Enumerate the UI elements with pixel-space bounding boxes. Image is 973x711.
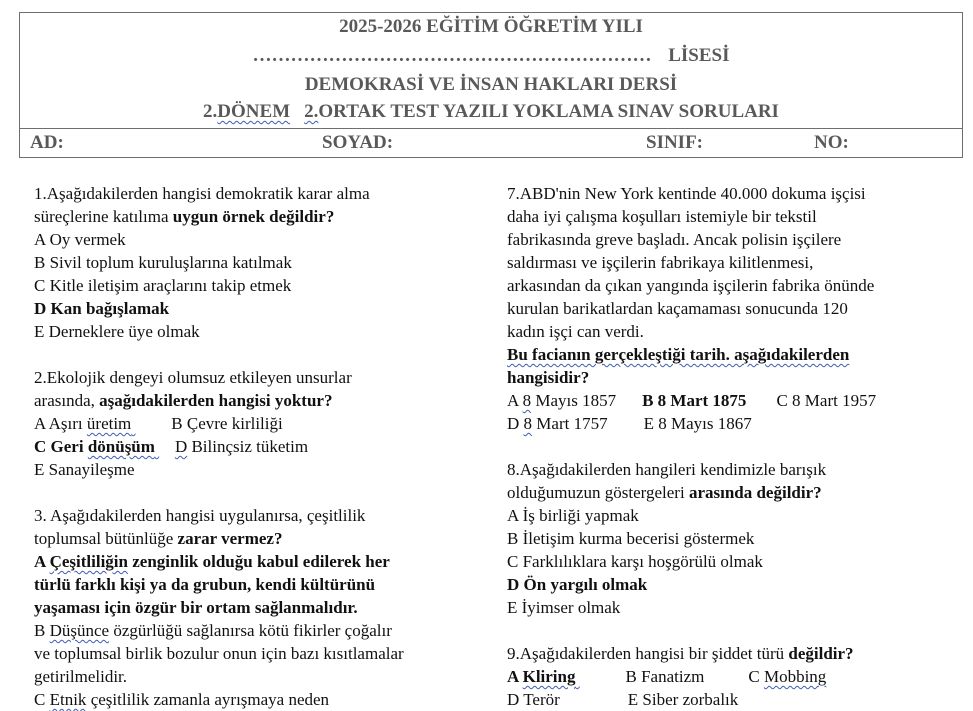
question-8: 8.Aşağıdakilerden hangileri kendimizle barışık olduğumuzun göstergeleri arasında değildir? A İş birliği yapmak B İletişim kurma becerisi göstermek C Farklılıklara karşı hoşgörülü olmak D Ön yargılı olmak E İyimser olmak [507,458,876,619]
q9-option-a-answer: A Kliring [507,667,576,686]
left-column [34,182,404,711]
q1-option-c: C Kitle iletişim araçlarını takip etmek [34,276,292,295]
school-suffix: LİSESİ [668,45,730,66]
q7-option-a: A 8 Mayıs 1857 [507,391,617,410]
q7-option-e: E 8 Mayıs 1867 [643,414,752,433]
q2-option-c-answer: C Geri dönüşüm [34,437,155,456]
q9-option-c: C Mobbing [748,667,827,686]
question-7: 7.ABD'nin New York kentinde 40.000 dokuma işçisi daha iyi çalışma koşulları istemiyle bir tekstil fabrikasında greve başladı. Ancak polisin işçilere saldırması ve işçilerin fabrikaya kilitlenmesi, arkasından da çıkan yangında işçilerin fabrika önünde kurulan barikatlardan kaçamaması sonucunda 120 kadın işçi can verdi. Bu facianın gerçekleştiği tarih. aşağıdakilerden hangisidir? A 8 Mayıs 1857 B 8 Mart 1875 C 8 Mart 1957 D 8 Mart 1757 E 8 Mayıs 1867 [507,184,877,433]
q8-option-b: B İletişim kurma becerisi göstermek [507,529,755,548]
q7-option-b-answer: B 8 Mart 1875 [642,391,747,410]
question-1: 1.Aşağıdakilerden hangisi demokratik karar alma süreçlerine katılıma uygun örnek değildir? A Oy vermek B Sivil toplum kuruluşlarına katılmak C Kitle iletişim araçlarını takip etmek D Kan bağışlamak E Derneklere üye olmak [34,182,404,343]
q1-option-d-answer: D Kan bağışlamak [34,299,170,318]
school-name-blank: ……………………………………………………… [252,45,652,66]
right-column [507,182,876,711]
school-name-line [20,45,962,67]
q2-option-b: B Çevre kirliliği [171,414,283,433]
q2-option-d: D Bilinçsiz tüketim [174,437,309,456]
q8-option-a: A İş birliği yapmak [507,506,639,525]
header-divider [20,128,962,129]
number-field-label: NO: [814,132,849,153]
q2-option-a: A Aşırı üretim [34,414,132,433]
q8-option-d-answer: D Ön yargılı olmak [507,575,648,594]
surname-field-label: SOYAD: [322,132,394,153]
class-field-label: SINIF: [646,132,704,153]
name-field-label: AD: [30,132,64,153]
exam-header [19,12,963,158]
q9-option-d: D Terör [507,690,560,709]
q3-option-c: C Etnik çeşitlilik zamanla ayrışmaya neden [34,690,330,709]
q1-option-e: E Derneklere üye olmak [34,322,200,341]
question-9: 9.Aşağıdakilerden hangisi bir şiddet türü değildir? A Kliring B Fanatizm C Mobbing D Terör E Siber zorbalık [507,644,854,709]
q3-option-a-answer: A Çeşitliliğin zenginlik olduğu kabul edilerek her türlü farklı kişi ya da grubun, kendi kültürünü yaşaması için özgür bir ortam sağlanmalıdır. [34,552,390,617]
school-year-title: 2025-2026 EĞİTİM ÖĞRETİM YILI [339,16,643,37]
q1-option-a: A Oy vermek [34,230,126,249]
question-3: 3. Aşağıdakilerden hangisi uygulanırsa, çeşitlilik toplumsal bütünlüğe zarar vermez? A Çeşitliliğin zenginlik olduğu kabul edilerek her türlü farklı kişi ya da grubun, kendi kültürünü yaşaması için özgür bir ortam sağlanmalıdır. B Düşünce özgürlüğü sağlanırsa kötü fikirler çoğalır ve toplumsal birlik bozulur onun için bazı kısıtlamalar getirilmelidir. C Etnik çeşitlilik zamanla ayrışmaya neden [34,506,404,709]
course-title: DEMOKRASİ VE İNSAN HAKLARI DERSİ [304,74,678,95]
q9-option-e: E Siber zorbalık [627,690,739,709]
q8-option-c: C Farklılıklara karşı hoşgörülü olmak [507,552,763,571]
q2-option-e: E Sanayileşme [34,460,135,479]
q3-option-b: B Düşünce özgürlüğü sağlanırsa kötü fikirler çoğalır ve toplumsal birlik bozulur onun için bazı kısıtlamalar getirilmelidir. [34,621,404,686]
q9-option-b: B Fanatizm [625,667,705,686]
q7-option-c: C 8 Mart 1957 [776,391,877,410]
q8-option-e: E İyimser olmak [507,598,621,617]
exam-title: 2.DÖNEM 2.ORTAK TEST YAZILI YOKLAMA SINAV SORULARI [203,101,779,122]
q7-option-d: D 8 Mart 1757 [507,414,608,433]
question-2: 2.Ekolojik dengeyi olumsuz etkileyen unsurlar arasında, aşağıdakilerden hangisi yoktur? A Aşırı üretim B Çevre kirliliği C Geri dönüşüm D Bilinçsiz tüketim E Sanayileşme [34,366,404,481]
q1-option-b: B Sivil toplum kuruluşlarına katılmak [34,253,292,272]
